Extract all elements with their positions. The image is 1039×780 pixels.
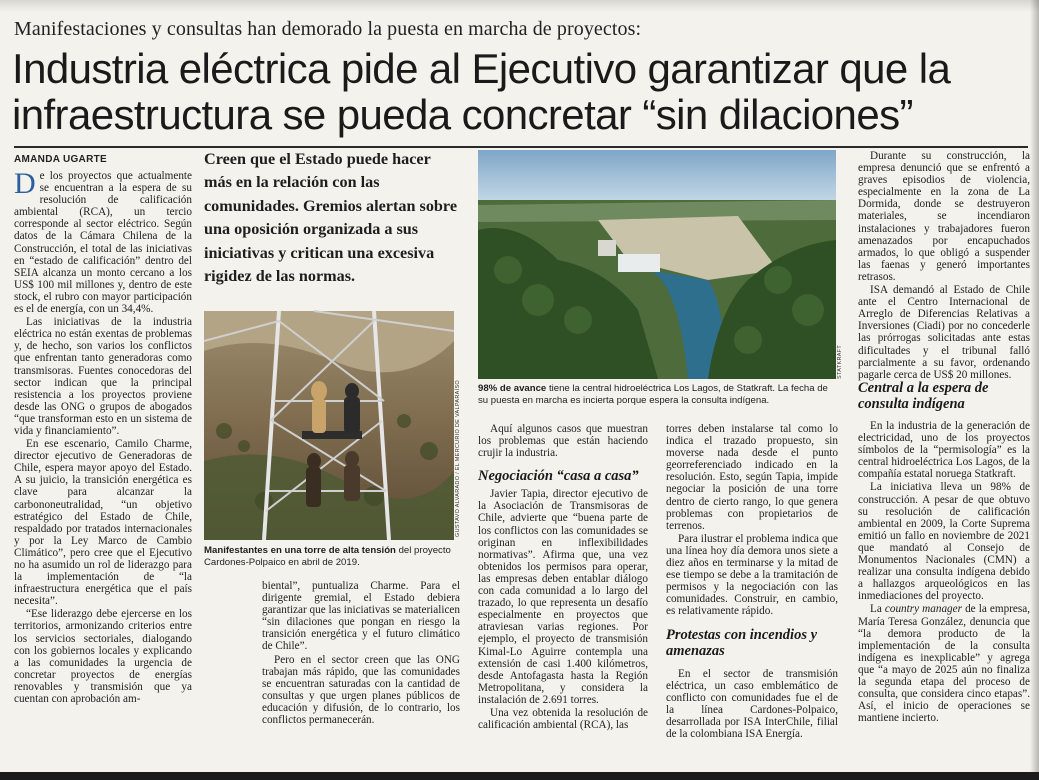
paragraph: Aquí algunos casos que muestran los problemas que están haciendo crujir la industria. [478, 423, 648, 460]
tower-protest-photo [204, 311, 454, 540]
paragraph: En la industria de la generación de electricidad, uno de los proyectos símbolos de la “permisología” es la central hidroeléctrica Los Lagos, de la compañía estatal noruega Statkraft. [858, 420, 1030, 481]
article-column-4b [666, 668, 838, 750]
paragraph: Pero en el sector creen que las ONG trabajan más rápido, que las comunidades se encuentran saturadas con la cantidad de consultas y que urgen planes públicos de educación y difusión, de lo contrario, los conflictos permanecerán. [262, 653, 460, 727]
photo-credit: STATKRAFT [837, 345, 843, 379]
paragraph: Una vez obtenida la resolución de calificación ambiental (RCA), las [478, 706, 648, 732]
hydro-plant-photo [478, 150, 836, 379]
paragraph: Javier Tapia, director ejecutivo de la Asociación de Transmisoras de Chile, advierte que “buena parte de los conflictos con las comunidades se originan en inflexibilidades normativas”. Afirma que, una vez obtenidos los permisos para operar, las empresas deben entablar diálogo con cada comunidad a lo largo del trazado, lo que representa un desafío especialmente en proyectos que atraviesan varias regiones. Por ejemplo, el proyecto de transmisión Kimal-Lo Aguirre contempla una extensión de casi 1.400 kilómetros, desde Antofagasta hasta la Región Metropolitana, y considera la instalación de 2.691 torres. [478, 488, 648, 706]
article-column-2 [262, 580, 460, 750]
paragraph: Para ilustrar el problema indica que una línea hoy día demora unos siete a diez años en terminarse y la mitad de ese tiempo se debe a la tramitación de permisos y la negociación con las comunidades. Construir, en cambio, es relativamente rápido. [666, 532, 838, 618]
headline: Industria eléctrica pide al Ejecutivo garantizar que la infraestructura se pueda concretar “sin dilaciones” [12, 45, 951, 138]
paragraph: De los proyectos que actualmente se encuentran a la espera de su resolución de calificación ambiental (RCA), un tercio corresponde al sector eléctrico. Según datos de la Cámara Chilena de la Construcción, el total de las iniciativas en “estado de calificación” dentro del SEIA alcanza un monto cercano a los US$ 100 mil millones y, dentro de este stock, el rubro con mayor participación es el de energía, con un 34,4%. [14, 167, 192, 316]
subhead-protestas: Protestas con incendios y amenazas [666, 627, 818, 659]
hydro-plant-image [478, 150, 836, 379]
subhead-central: Central a la espera de consulta indígena [858, 380, 989, 412]
page-edge-shadow [1030, 0, 1039, 772]
paragraph: Las iniciativas de la industria eléctrica no están exentas de problemas y, de hecho, son varios los conflictos que enfrentan tanto generadoras como transmisoras. Fuentes conocedoras del sector indican que la principal resistencia a los proyectos proviene desde las ONG o grupos de abogados “que transforman esto en un sistema de vida y financiamiento”. [14, 316, 192, 437]
page-top-edge [0, 0, 1039, 12]
article-column-5b [858, 420, 1030, 752]
article-column-4 [666, 423, 838, 618]
paragraph: En el sector de transmisión eléctrica, un caso emblemático de conflicto con comunidades fue el de la línea Cardones-Polpaico, desarrollada por ISA InterChile, filial de la colombiana ISA Energía. [666, 668, 838, 741]
paragraph: “Ese liderazgo debe ejercerse en los territorios, armonizando criterios entre los servicios sectoriales, dialogando con los gobiernos locales y explicando a las comunidades la urgencia de concretar proyectos de energías renovables y transmisión que ya cuentan con aprobación am- [14, 608, 192, 706]
page-bottom-edge [0, 772, 1039, 780]
kicker: Manifestaciones y consultas han demorado la puesta en marcha de proyectos: [14, 18, 642, 40]
tower-photo-caption: Manifestantes en una torre de alta tensión del proyecto Cardones-Polpaico en abril de 2019. [204, 545, 451, 568]
article-deck: Creen que el Estado puede hacer más en la relación con las comunidades. Gremios alertan sobre una oposición organizada a sus iniciativas y critican una excesiva rigidez de las normas. [204, 150, 458, 286]
byline: AMANDA UGARTE [14, 154, 107, 165]
hydro-photo-caption: 98% de avance tiene la central hidroeléctrica Los Lagos, de Statkraft. La fecha de su puesta en marcha es incierta porque espera la consulta indígena. [478, 383, 828, 406]
paragraph: La country manager de la empresa, María Teresa González, denuncia que “la demora producto de la implementación de la consulta indígena es inexplicable” y agrega que “a mayo de 2025 aún no finaliza la segunda etapa del proceso de consulta, que considera cinco etapas”. Así, el inicio de operaciones se mantiene incierto. [858, 603, 1030, 725]
paragraph: Durante su construcción, la empresa denunció que se enfrentó a graves episodios de violencia, especialmente en la zona de La Dormida, donde se destruyeron materiales, se incendiaron instalaciones y trabajadores fueron amenazados por encapuchados armados, lo que obligó a suspender las faenas y generó importantes retrasos. [858, 150, 1030, 283]
paragraph: La iniciativa lleva un 98% de construcción. A pesar de que obtuvo su resolución de calificación ambiental en 2009, la Corte Suprema emitió un fallo en noviembre de 2021 que mandató al Consejo de Monumentos Nacionales (CMN) a realizar una consulta indígena debido a hallazgos arqueológicos en las inmediaciones del proyecto. [858, 481, 1030, 603]
article-column-5 [858, 150, 1030, 381]
paragraph: biental”, puntualiza Charme. Para el dirigente gremial, el Estado debiera garantizar que las iniciativas se materialicen “sin dilaciones que pongan en riesgo la transición energética y el futuro climático de Chile”. [262, 580, 460, 653]
paragraph: torres deben instalarse tal como lo indica el trazado propuesto, sin moverse nada desde el punto georreferenciado indicado en la resolución. Esto, según Tapia, impide negociar la posición de una torre dentro de cierto rango, lo que genera problemas con propietarios de terrenos. [666, 423, 838, 532]
paragraph: En ese escenario, Camilo Charme, director ejecutivo de Generadoras de Chile, espera mayor apoyo del Estado. A su juicio, la transición energética es clave para alcanzar la carbononeutralidad, “un objetivo estratégico del Estado de Chile, respaldado por tratados internacionales y por la Ley Marco de Cambio Climático”, pero cree que el Ejecutivo no ha asumido un rol de liderazgo para la implementación de “la infraestructura energética que el país necesita”. [14, 438, 192, 608]
drop-cap: D [14, 167, 36, 200]
tower-protest-image [204, 311, 454, 540]
photo-credit: GUSTAVO ALVARADO / EL MERCURIO DE VALPARAÍSO [455, 380, 461, 537]
subhead-negociacion: Negociación “casa a casa” [478, 468, 639, 484]
article-column-1 [14, 167, 192, 770]
paragraph: ISA demandó al Estado de Chile ante el Centro Internacional de Arreglo de Diferencias Relativas a Inversiones (Ciadi) por no concederle las prórrogas solicitadas ante estas dificultades y el tribunal falló parcialmente a su favor, ordenando pagarle cerca de US$ 20 millones. [858, 284, 1030, 381]
headline-rule [14, 146, 1028, 148]
